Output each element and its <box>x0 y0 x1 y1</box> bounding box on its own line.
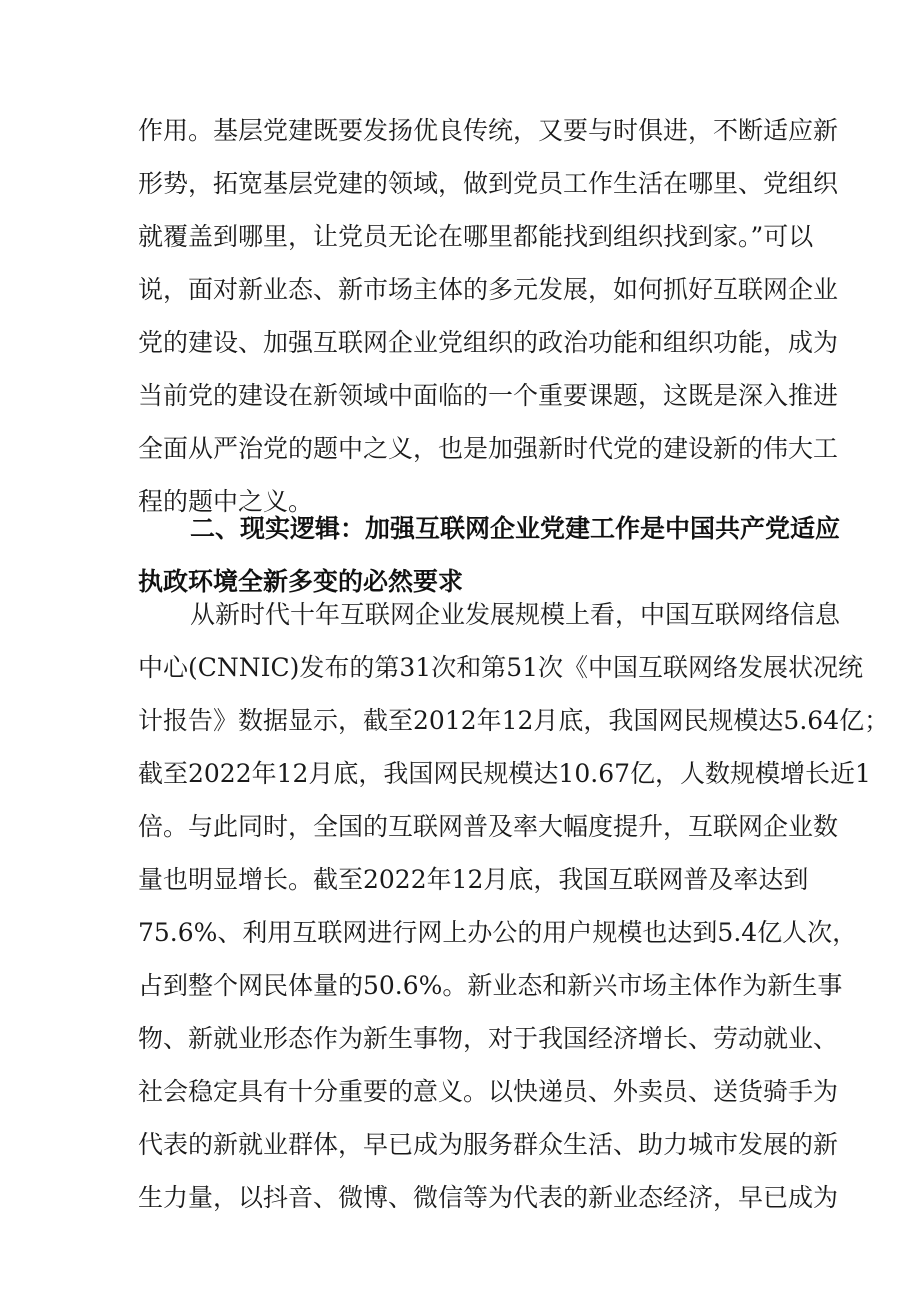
paragraph-2-line-3: 计报告》数据显示，截至2012年12月底，我国网民规模达5.64亿； <box>138 706 890 735</box>
paragraph-1-line-5: 党的建设、加强互联网企业党组织的政治功能和组织功能，成为 <box>138 328 839 357</box>
paragraph-2-line-4: 截至2022年12月底，我国网民规模达10.67亿，人数规模增长近1 <box>138 759 871 788</box>
paragraph-2-line-10: 社会稳定具有十分重要的意义。以快递员、外卖员、送货骑手为 <box>138 1077 839 1106</box>
section-heading-line-1: 二、现实逻辑：加强互联网企业党建工作是中国共产党适应 <box>190 514 841 543</box>
paragraph-2 <box>138 588 890 1224</box>
paragraph-1-line-6: 当前党的建设在新领域中面临的一个重要课题，这既是深入推进 <box>138 381 839 410</box>
paragraph-2-line-12: 生力量，以抖音、微博、微信等为代表的新业态经济，早已成为 <box>138 1183 839 1212</box>
section-heading-line-2: 执政环境全新多变的必然要求 <box>138 567 464 596</box>
paragraph-1-line-8: 程的题中之义。 <box>138 487 314 516</box>
paragraph-1-line-7: 全面从严治党的题中之义，也是加强新时代党的建设新的伟大工 <box>138 434 839 463</box>
paragraph-2-line-11: 代表的新就业群体，早已成为服务群众生活、助力城市发展的新 <box>138 1130 839 1159</box>
paragraph-1-line-4: 说，面对新业态、新市场主体的多元发展，如何抓好互联网企业 <box>138 275 839 304</box>
paragraph-1-line-3: 就覆盖到哪里，让党员无论在哪里都能找到组织找到家。”可以 <box>138 222 814 251</box>
paragraph-1 <box>138 104 839 528</box>
paragraph-1-line-1: 作用。基层党建既要发扬优良传统，又要与时俱进，不断适应新 <box>138 116 839 145</box>
paragraph-2-line-5: 倍。与此同时，全国的互联网普及率大幅度提升，互联网企业数 <box>138 812 839 841</box>
paragraph-2-line-9: 物、新就业形态作为新生事物，对于我国经济增长、劳动就业、 <box>138 1024 839 1053</box>
paragraph-1-line-2: 形势，拓宽基层党建的领域，做到党员工作生活在哪里、党组织 <box>138 169 839 198</box>
paragraph-2-line-1: 从新时代十年互联网企业发展规模上看，中国互联网络信息 <box>190 600 841 629</box>
paragraph-2-line-2: 中心(CNNIC)发布的第31次和第51次《中国互联网络发展状况统 <box>138 653 864 682</box>
paragraph-2-line-8: 占到整个网民体量的50.6%。新业态和新兴市场主体作为新生事 <box>138 971 843 1000</box>
paragraph-2-line-7: 75.6%、利用互联网进行网上办公的用户规模也达到5.4亿人次， <box>138 918 858 947</box>
paragraph-2-line-6: 量也明显增长。截至2022年12月底，我国互联网普及率达到 <box>138 865 809 894</box>
